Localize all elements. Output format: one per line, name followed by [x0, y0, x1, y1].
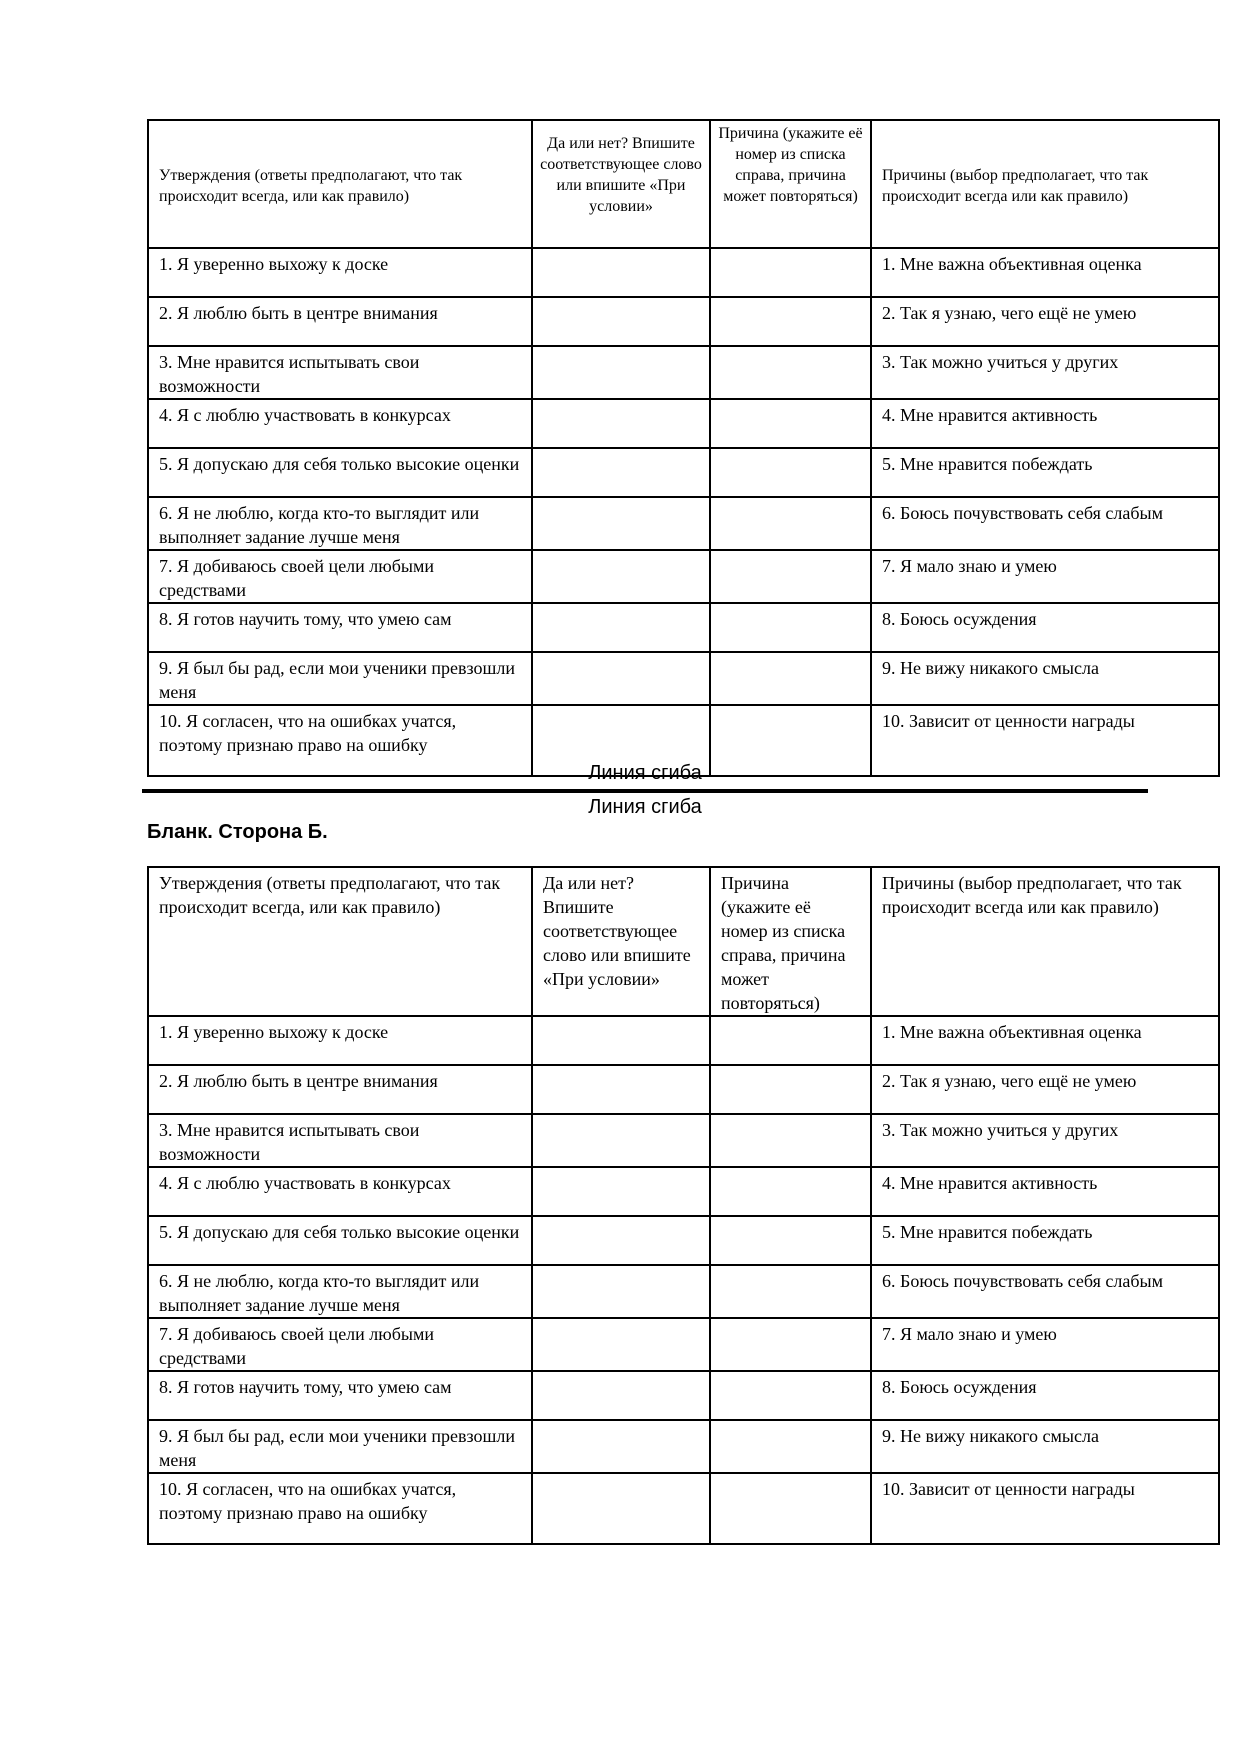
statement-cell: 8. Я готов научить тому, что умею сам: [148, 603, 532, 652]
fold-line-label-bottom: Линия сгиба: [588, 796, 702, 818]
table-row: [148, 1318, 1219, 1371]
table-row: [148, 448, 1219, 497]
table-row: [148, 1216, 1219, 1265]
reason-option-cell: 3. Так можно учиться у других: [871, 346, 1219, 399]
statement-cell: 3. Мне нравится испытывать свои возможности: [148, 346, 532, 399]
table-row: [148, 1473, 1219, 1544]
reason-option-cell: 7. Я мало знаю и умею: [871, 1318, 1219, 1371]
reason-number-cell[interactable]: [710, 1065, 871, 1114]
answer-cell[interactable]: [532, 1265, 710, 1318]
statement-cell: 5. Я допускаю для себя только высокие оценки: [148, 448, 532, 497]
answer-cell[interactable]: [532, 497, 710, 550]
statement-cell: 1. Я уверенно выхожу к доске: [148, 1016, 532, 1065]
header-reasons-list: Причины (выбор предполагает, что так происходит всегда или как правило): [871, 120, 1219, 248]
header-reasons-list: Причины (выбор предполагает, что так происходит всегда или как правило): [871, 867, 1219, 1016]
table-row: [148, 1016, 1219, 1065]
reason-option-cell: 10. Зависит от ценности награды: [871, 1473, 1219, 1544]
reason-number-cell[interactable]: [710, 448, 871, 497]
reason-option-cell: 5. Мне нравится побеждать: [871, 448, 1219, 497]
statement-cell: 5. Я допускаю для себя только высокие оценки: [148, 1216, 532, 1265]
reason-option-cell: 2. Так я узнаю, чего ещё не умею: [871, 297, 1219, 346]
answer-cell[interactable]: [532, 1167, 710, 1216]
table-row: [148, 550, 1219, 603]
reason-option-cell: 9. Не вижу никакого смысла: [871, 652, 1219, 705]
statement-cell: 2. Я люблю быть в центре внимания: [148, 297, 532, 346]
reason-number-cell[interactable]: [710, 1016, 871, 1065]
table-row: [148, 1265, 1219, 1318]
answer-cell[interactable]: [532, 399, 710, 448]
reason-option-cell: 7. Я мало знаю и умею: [871, 550, 1219, 603]
table-header-row: [148, 867, 1219, 1016]
statement-cell: 7. Я добиваюсь своей цели любыми средствами: [148, 550, 532, 603]
table-row: [148, 1167, 1219, 1216]
statement-cell: 9. Я был бы рад, если мои ученики превзошли меня: [148, 652, 532, 705]
reason-number-cell[interactable]: [710, 1473, 871, 1544]
reason-number-cell[interactable]: [710, 248, 871, 297]
reason-number-cell[interactable]: [710, 1216, 871, 1265]
reason-number-cell[interactable]: [710, 603, 871, 652]
reason-number-cell[interactable]: [710, 652, 871, 705]
statement-cell: 1. Я уверенно выхожу к доске: [148, 248, 532, 297]
reason-number-cell[interactable]: [710, 497, 871, 550]
reason-number-cell[interactable]: [710, 1265, 871, 1318]
answer-cell[interactable]: [532, 1065, 710, 1114]
answer-cell[interactable]: [532, 448, 710, 497]
fold-line-divider: [142, 789, 1148, 793]
answer-cell[interactable]: [532, 1473, 710, 1544]
statement-cell: 3. Мне нравится испытывать свои возможности: [148, 1114, 532, 1167]
table-row: [148, 652, 1219, 705]
reason-number-cell[interactable]: [710, 297, 871, 346]
table-row: [148, 399, 1219, 448]
reason-option-cell: 8. Боюсь осуждения: [871, 1371, 1219, 1420]
statement-cell: 4. Я с люблю участвовать в конкурсах: [148, 1167, 532, 1216]
statement-cell: 6. Я не люблю, когда кто-то выглядит или выполняет задание лучше меня: [148, 1265, 532, 1318]
statement-cell: 2. Я люблю быть в центре внимания: [148, 1065, 532, 1114]
fold-line-label-top: Линия сгиба: [588, 762, 702, 784]
reason-option-cell: 6. Боюсь почувствовать себя слабым: [871, 1265, 1219, 1318]
answer-cell[interactable]: [532, 550, 710, 603]
table-row: [148, 1420, 1219, 1473]
table-row: [148, 248, 1219, 297]
reason-option-cell: 8. Боюсь осуждения: [871, 603, 1219, 652]
table-row: [148, 497, 1219, 550]
header-yes-no: Да или нет? Впишите соответствующее слово или впишите «При условии»: [532, 867, 710, 1016]
table-row: [148, 297, 1219, 346]
reason-number-cell[interactable]: [710, 1318, 871, 1371]
reason-option-cell: 6. Боюсь почувствовать себя слабым: [871, 497, 1219, 550]
header-reason-number: Причина (укажите её номер из списка справа, причина может повторяться): [710, 867, 871, 1016]
reason-number-cell[interactable]: [710, 399, 871, 448]
answer-cell[interactable]: [532, 1114, 710, 1167]
answer-cell[interactable]: [532, 1016, 710, 1065]
form-table-side-a: [147, 119, 1220, 777]
reason-option-cell: 2. Так я узнаю, чего ещё не умею: [871, 1065, 1219, 1114]
form-table-side-b: [147, 866, 1220, 1545]
statement-cell: 8. Я готов научить тому, что умею сам: [148, 1371, 532, 1420]
statement-cell: 10. Я согласен, что на ошибках учатся, поэтому признаю право на ошибку: [148, 1473, 532, 1544]
table-row: [148, 346, 1219, 399]
side-b-title: Бланк. Сторона Б.: [147, 821, 328, 843]
answer-cell[interactable]: [532, 603, 710, 652]
reason-number-cell[interactable]: [710, 1420, 871, 1473]
answer-cell[interactable]: [532, 346, 710, 399]
reason-option-cell: 10. Зависит от ценности награды: [871, 705, 1219, 776]
table-row: [148, 1114, 1219, 1167]
reason-number-cell[interactable]: [710, 346, 871, 399]
answer-cell[interactable]: [532, 297, 710, 346]
reason-number-cell[interactable]: [710, 1114, 871, 1167]
reason-number-cell[interactable]: [710, 1167, 871, 1216]
header-yes-no: Да или нет? Впишите соответствующее слово или впишите «При условии»: [532, 120, 710, 248]
statement-cell: 7. Я добиваюсь своей цели любыми средствами: [148, 1318, 532, 1371]
reason-option-cell: 5. Мне нравится побеждать: [871, 1216, 1219, 1265]
reason-option-cell: 1. Мне важна объективная оценка: [871, 248, 1219, 297]
reason-option-cell: 4. Мне нравится активность: [871, 1167, 1219, 1216]
reason-number-cell[interactable]: [710, 1371, 871, 1420]
answer-cell[interactable]: [532, 248, 710, 297]
header-statements: Утверждения (ответы предполагают, что так происходит всегда, или как правило): [148, 867, 532, 1016]
header-reason-number: Причина (укажите её номер из списка справа, причина может повторяться): [710, 120, 871, 248]
reason-number-cell[interactable]: [710, 550, 871, 603]
reason-option-cell: 9. Не вижу никакого смысла: [871, 1420, 1219, 1473]
reason-option-cell: 4. Мне нравится активность: [871, 399, 1219, 448]
answer-cell[interactable]: [532, 1216, 710, 1265]
statement-cell: 4. Я с люблю участвовать в конкурсах: [148, 399, 532, 448]
reason-option-cell: 1. Мне важна объективная оценка: [871, 1016, 1219, 1065]
statement-cell: 9. Я был бы рад, если мои ученики превзошли меня: [148, 1420, 532, 1473]
answer-cell[interactable]: [532, 652, 710, 705]
answer-cell[interactable]: [532, 1420, 710, 1473]
answer-cell[interactable]: [532, 1371, 710, 1420]
table-header-row: [148, 120, 1219, 248]
header-statements: Утверждения (ответы предполагают, что так происходит всегда, или как правило): [148, 120, 532, 248]
table-row: [148, 1065, 1219, 1114]
table-row: [148, 1371, 1219, 1420]
reason-option-cell: 3. Так можно учиться у других: [871, 1114, 1219, 1167]
table-row: [148, 603, 1219, 652]
statement-cell: 6. Я не люблю, когда кто-то выглядит или выполняет задание лучше меня: [148, 497, 532, 550]
statement-cell: 10. Я согласен, что на ошибках учатся, поэтому признаю право на ошибку: [148, 705, 532, 776]
answer-cell[interactable]: [532, 1318, 710, 1371]
